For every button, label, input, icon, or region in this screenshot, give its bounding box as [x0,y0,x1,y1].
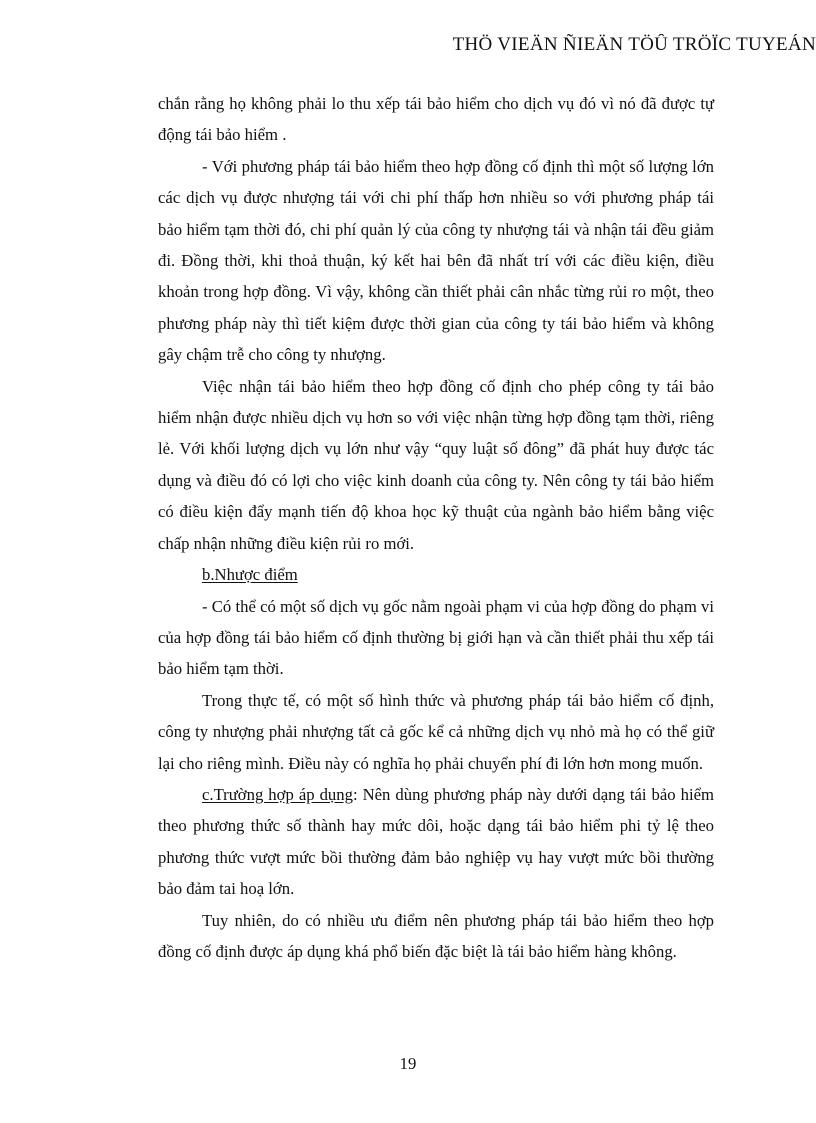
heading-disadvantages-label: b.Nhược điểm [202,565,298,585]
running-header: THÖ VIEÄN ÑIEÄN TÖÛ TRÖÏC TUYEÁN [452,34,816,55]
application-text: : Nên dùng phương pháp này dưới dạng tái bảo hiểm theo phương thức số thành hay mức dôi, hoặc dạng tái bảo hiểm phi tỷ lệ theo phương thức vượt mức bồi thường đảm bảo nghiệp vụ hay vượt mức bồi thường bảo đảm tai hoạ lớn. [158,784,714,899]
section-heading-disadvantages [158,559,714,590]
paragraph-application-cases [158,779,714,905]
heading-application-label: c.Trường hợp áp dụng [202,784,353,804]
paragraph-conclusion: Tuy nhiên, do có nhiều ưu điểm nên phương pháp tái bảo hiểm theo hợp đồng cố định được áp dụng khá phổ biến đặc biệt là tái bảo hiểm hàng không. [158,910,714,961]
paragraph-continuation: chắn rằng họ không phải lo thu xếp tái bảo hiểm cho dịch vụ đó vì nó đã được tự động tái bảo hiểm . [158,94,714,145]
paragraph-fixed-contract-advantage: - Với phương pháp tái bảo hiểm theo hợp đồng cố định thì một số lượng lớn các dịch vụ được nhượng tái với chi phí thấp hơn nhiều so với phương pháp tái bảo hiểm tạm thời đó, chi phí quản lý của công ty nhượng tái và nhận tái đều giảm đi. Đồng thời, khi thoả thuận, ký kết hai bên đã nhất trí với các điều kiện, điều khoản trong hợp đồng. Vì vậy, không cần thiết phải cân nhắc từng rủi ro một, theo phương pháp này thì tiết kiệm được thời gian của công ty tái bảo hiểm và không gây chậm trễ cho công ty nhượng. [158,156,714,365]
paragraph-ceding-all: Trong thực tế, có một số hình thức và phương pháp tái bảo hiểm cố định, công ty nhượng phải nhượng tất cả gốc kể cả những dịch vụ nhỏ mà họ có thể giữ lại cho riêng mình. Điều này có nghĩa họ phải chuyển phí đi lớn hơn mong muốn. [158,690,714,773]
document-body [158,88,714,967]
paragraph-reinsurer-benefit: Việc nhận tái bảo hiểm theo hợp đồng cố định cho phép công ty tái bảo hiểm nhận được nhiều dịch vụ hơn so với việc nhận từng hợp đồng tạm thời, riêng lẻ. Với khối lượng dịch vụ lớn như vậy “quy luật số đông” đã phát huy được tác dụng và điều đó có lợi cho việc kinh doanh của công ty. Nên công ty tái bảo hiểm có điều kiện đẩy mạnh tiến độ khoa học kỹ thuật của ngành bảo hiểm bằng việc chấp nhận những điều kiện rủi ro mới. [158,376,714,553]
page-number: 19 [399,1054,417,1073]
paragraph-scope-limit: - Có thể có một số dịch vụ gốc nằm ngoài phạm vi của hợp đồng do phạm vi của hợp đồng tái bảo hiểm cố định thường bị giới hạn và cần thiết phải thu xếp tái bảo hiểm tạm thời. [158,596,714,679]
